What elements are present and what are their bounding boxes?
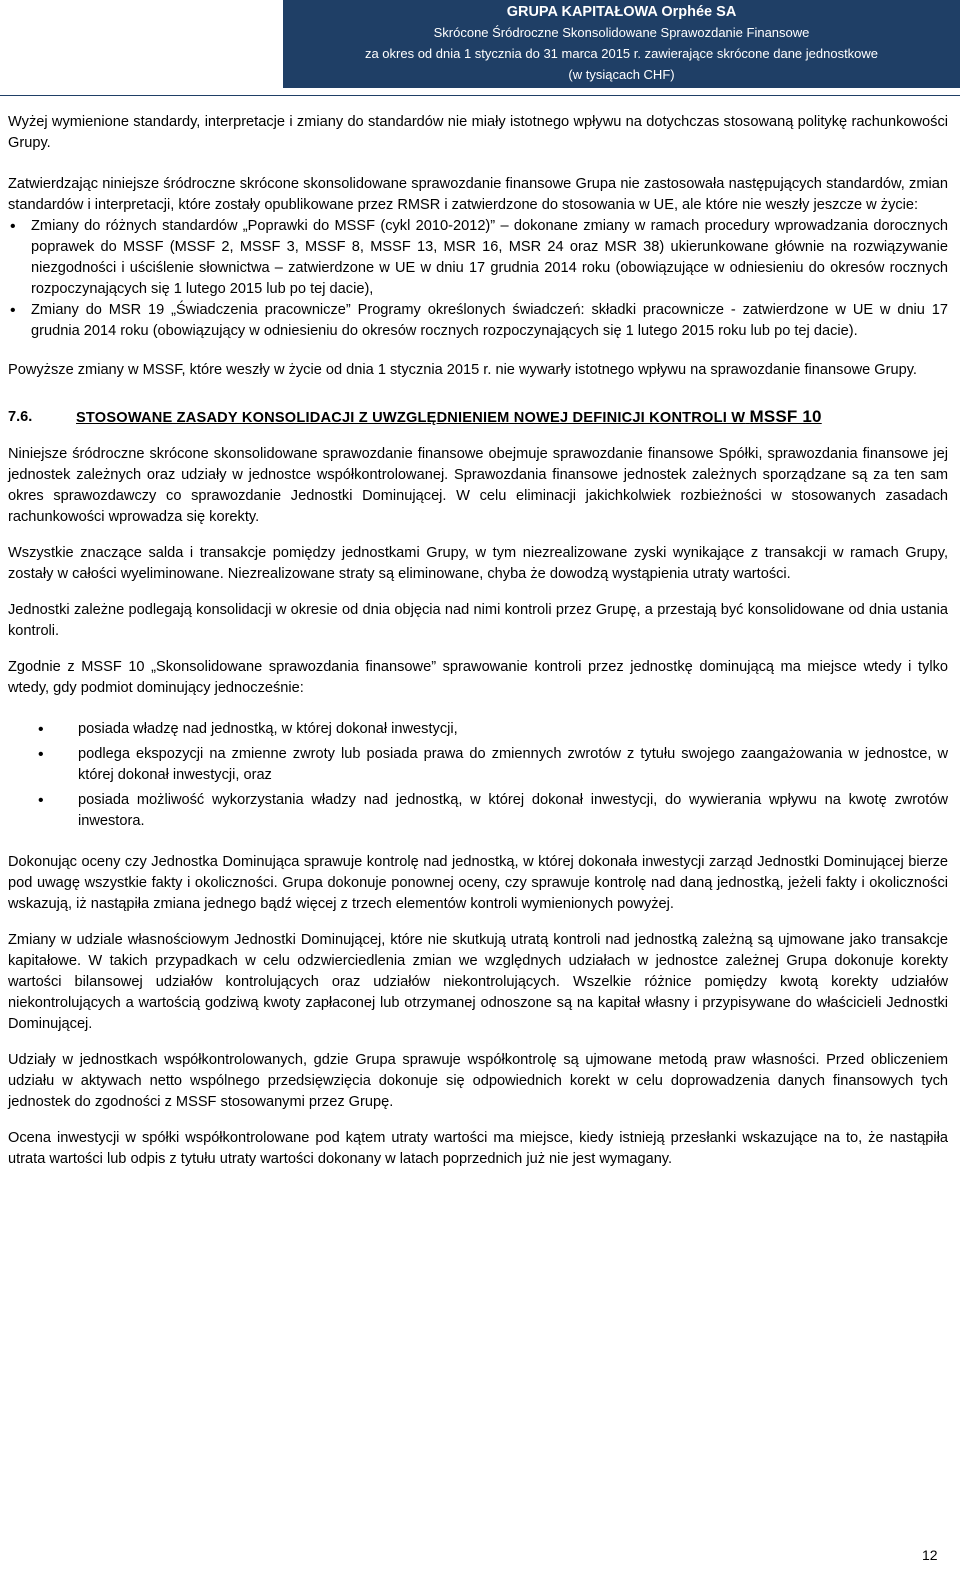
paragraph: Zatwierdzając niniejsze śródroczne skrócone skonsolidowane sprawozdanie finansowe Grupa nie zastosowała następujących standardów, zmian standardów i interpretacji, które zostały opublikowane przez RMSR i zatwierdzone do stosowania w UE, ale które nie weszły jeszcze w życie: <box>8 176 948 213</box>
list-item: • podlega ekspozycji na zmienne zwroty lub posiada prawa do zmiennych zwrotów z tytułu swojego zaangażowania w jednostce, w której dokonał inwestycji, oraz <box>8 744 948 786</box>
paragraph: Jednostki zależne podlegają konsolidacji w okresie od dnia objęcia nad nimi kontroli przez Grupę, a przestają być konsolidowane od dnia ustania kontroli. <box>8 602 948 639</box>
paragraph: Wyżej wymienione standardy, interpretacje i zmiany do standardów nie miały istotnego wpływu na dotychczas stosowaną politykę rachunkowości Grupy. <box>8 114 948 151</box>
report-currency: (w tysiącach CHF) <box>568 67 675 82</box>
paragraph: Zmiany w udziale własnościowym Jednostki Dominującej, które nie skutkują utratą kontroli nad jednostką zależną są ujmowane jako transakcje kapitałowe. W takich przypadkach w celu odzwierciedlenia zmian we względnych udziałach w jednostce zależnej Grupa dokonuje korekty wartości bilansowej udziałów kontrolujących oraz udziałów niekontrolujących. Wszelkie różnice pomiędzy kwotą korekty udziałów niekontrolujących a wartością godziwą kwoty zapłaconej lub otrzymanej odnoszone są na kapitał własny i przypisywane do właścicieli Jednostki Dominującej. <box>8 932 948 1032</box>
list-item: • posiada możliwość wykorzystania władzy nad jednostką, w której dokonał inwestycji, do wywierania wpływu na kwotę zwrotów inwestora. <box>8 790 948 832</box>
paragraph: Ocena inwestycji w spółki współkontrolowane pod kątem utraty wartości ma miejsce, kiedy istnieją przesłanki wskazujące na to, że nastąpiła utrata wartości lub odpis z tytułu utraty wartości dokonany w latach poprzednich już nie jest wymagany. <box>8 1130 948 1167</box>
control-conditions-list <box>8 719 948 832</box>
paragraph: Powyższe zmiany w MSSF, które weszły w życie od dnia 1 stycznia 2015 r. nie wywarły istotnego wpływu na sprawozdanie finansowe Grupy. <box>8 362 917 378</box>
section-title-text: STOSOWANE ZASADY KONSOLIDACJI Z UWZGLĘDNIENIEM NOWEJ DEFINICJI KONTROLI W <box>76 410 746 426</box>
list-item: • Zmiany do MSR 19 „Świadczenia pracownicze” Programy określonych świadczeń: składki pracownicze - zatwierdzone w UE w dniu 17 grudnia 2014 roku (obowiązujący w odniesieniu do okresów rocznych rozpoczynających się 1 lutego 2015 roku lub po tej dacie). <box>8 300 948 342</box>
report-header <box>283 0 960 88</box>
page-number: 12 <box>922 1547 938 1563</box>
section-title <box>76 405 822 430</box>
paragraph: Udziały w jednostkach współkontrolowanych, gdzie Grupa sprawuje współkontrolę są ujmowane metodą praw własności. Przed obliczeniem udziału w aktywach netto wspólnego przedsięwzięcia dokonuje się odpowiednich korekt w celu doprowadzenia danych finansowych tych jednostek do zgodności z MSSF stosowanymi przez Grupę. <box>8 1052 948 1110</box>
company-name: GRUPA KAPITAŁOWA Orphée SA <box>506 4 737 20</box>
paragraph: Zgodnie z MSSF 10 „Skonsolidowane sprawozdania finansowe” sprawowanie kontroli przez jednostkę dominującą ma miejsce wtedy i tylko wtedy, gdy podmiot dominujący jednocześnie: <box>8 659 948 696</box>
report-title: Skrócone Śródroczne Skonsolidowane Sprawozdanie Finansowe <box>433 25 810 40</box>
list-item: • Zmiany do różnych standardów „Poprawki do MSSF (cykl 2010-2012)” – dokonane zmiany w ramach procedury wprowadzania dorocznych poprawek do MSSF (MSSF 2, MSSF 3, MSSF 8, MSSF 13, MSR 16, MSR 24 oraz MSR 38) ukierunkowane głównie na rozwiązywanie niezgodności i uściślenie słownictwa – zatwierdzone w UE w dniu 17 grudnia 2014 roku (obowiązujące w odniesieniu do okresów rocznych rozpoczynających się 1 lutego 2015 lub po tej dacie), <box>8 216 948 300</box>
report-period: za okres od dnia 1 stycznia do 31 marca 2015 r. zawierające skrócone dane jednostkowe <box>364 46 879 61</box>
paragraph: Niniejsze śródroczne skrócone skonsolidowane sprawozdanie finansowe obejmuje sprawozdanie finansowe Spółki, sprawozdania finansowe jej jednostek zależnych oraz udziały w jednostce współkontrolowanej. Sprawozdania finansowe jednostek zależnych sporządzane są za ten sam okres sprawozdawczy co sprawozdanie Jednostki Dominującej. W celu eliminacji jakichkolwiek rozbieżności w stosowanych zasadach rachunkowości wprowadza się korekty. <box>8 446 948 525</box>
document-body <box>8 112 948 1185</box>
paragraph: Wszystkie znaczące salda i transakcje pomiędzy jednostkami Grupy, w tym niezrealizowane zyski wynikające z transakcji w ramach Grupy, zostały w całości wyeliminowane. Niezrealizowane straty są eliminowane, chyba że dowodzą wystąpienia utraty wartości. <box>8 545 948 582</box>
section-number: 7.6. <box>8 409 33 425</box>
section-heading <box>8 405 948 430</box>
standards-list <box>8 216 948 342</box>
list-item: • posiada władzę nad jednostką, w której dokonał inwestycji, <box>8 719 948 740</box>
paragraph: Dokonując oceny czy Jednostka Dominująca sprawuje kontrolę nad jednostką, w której dokonała inwestycji zarząd Jednostki Dominującej bierze pod uwagę wszystkie fakty i okoliczności. Grupa dokonuje ponownej oceny, czy sprawuje kontrolę nad daną jednostką, jeżeli fakty i okoliczności wskazują, iż nastąpiła zmiana jednego bądź więcej z trzech elementów kontroli wymienionych powyżej. <box>8 854 948 912</box>
section-title-standard: MSSF 10 <box>749 407 822 426</box>
header-divider <box>0 95 960 96</box>
